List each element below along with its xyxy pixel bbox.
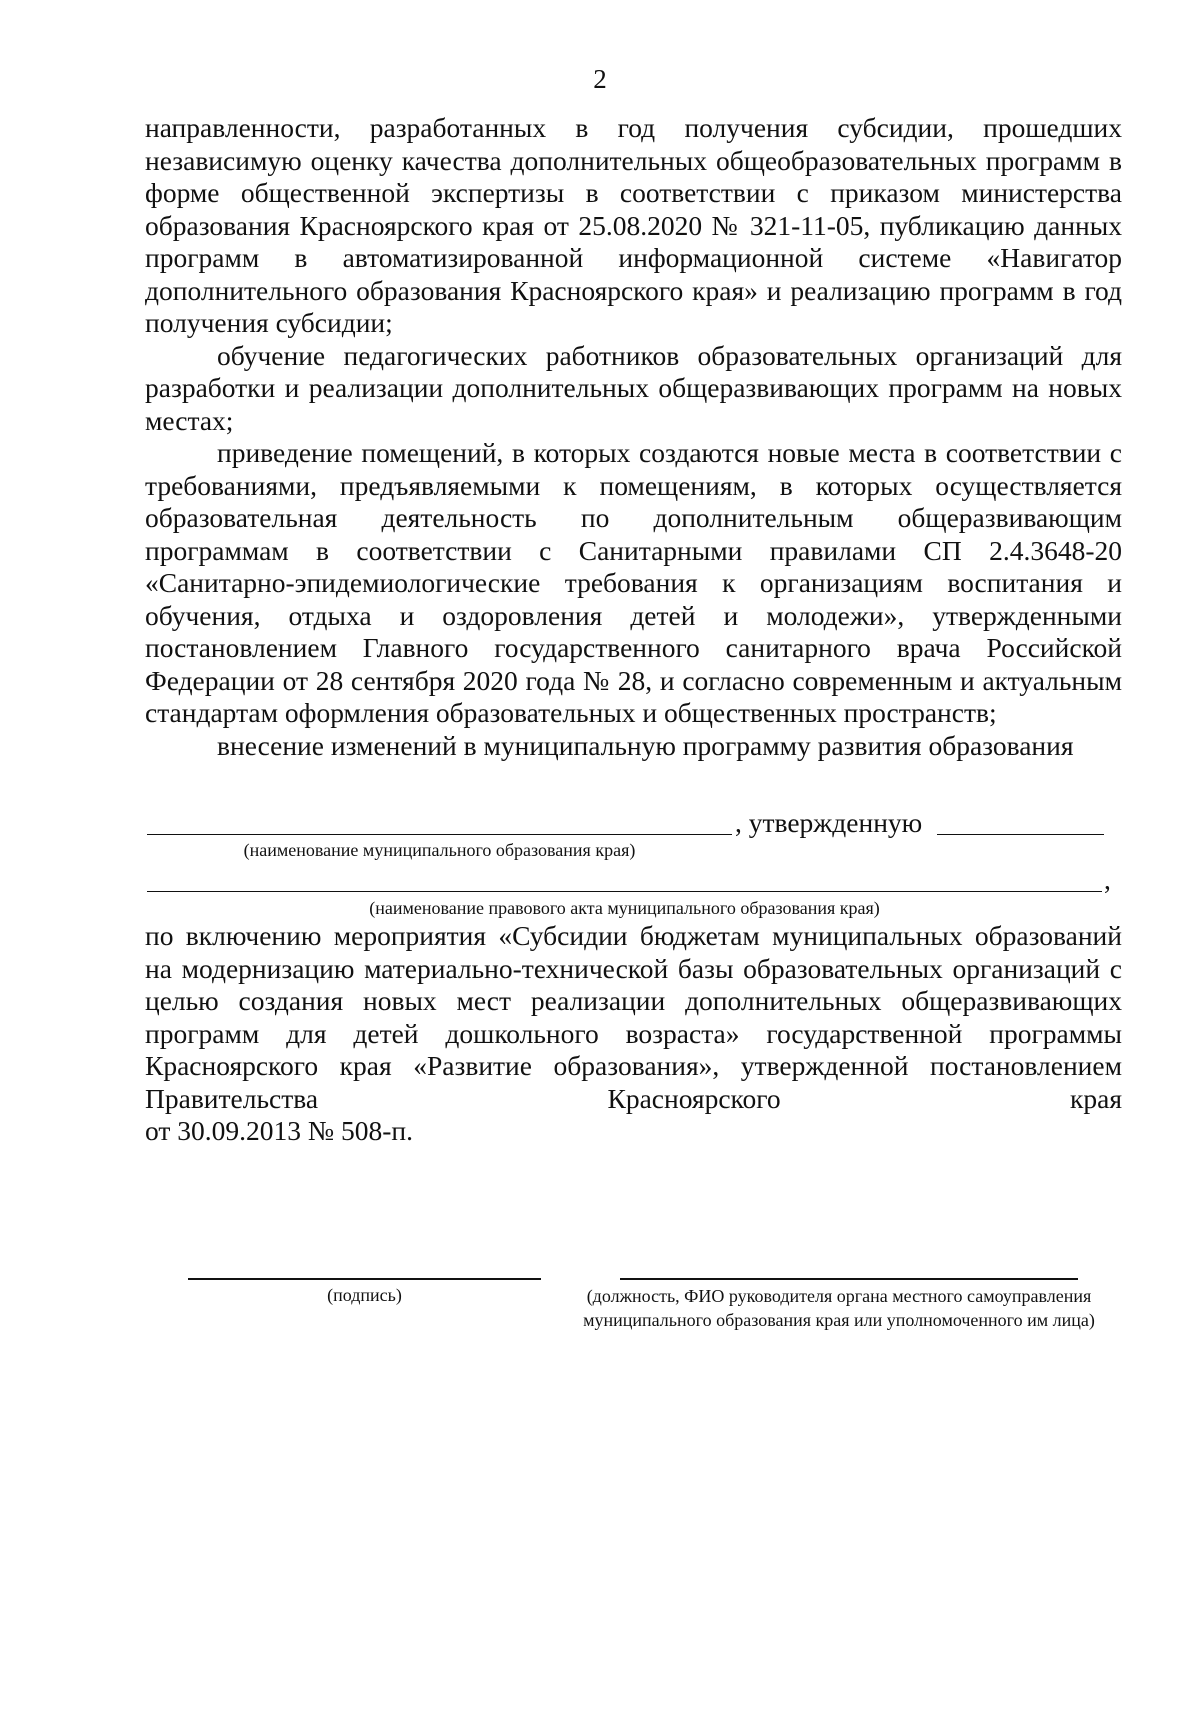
paragraph-premises: приведение помещений, в которых создаются новые места в соответствии с требованиями, предъявляемыми к помещениям, в которых осуществляется образовательная деятельность по дополнительным общеразвивающим программам в соответствии с Санитарными правилами СП 2.4.3648-20 «Санитарно-эпидемиологические требования к организациям воспитания и обучения, отдыха и оздоровления детей и молодежи», утвержденными постановлением Главного государственного санитарного врача Российской Федерации от 28 сентября 2020 года № 28, и согласно современным и актуальным стандартам оформления образовательных и общественных пространств; [145,437,1122,728]
signature-line [188,1278,541,1280]
paragraph-teacher-training: обучение педагогических работников образовательных организаций для разработки и реализации дополнительных общеразвивающих программ на новых местах; [145,339,1122,436]
signature-caption: (подпись) [327,1285,402,1305]
official-line [620,1278,1078,1280]
municipality-name-caption: (наименование муниципального образования края) [243,840,636,860]
legal-act-caption: (наименование правового акта муниципального образования края) [369,898,880,918]
paragraph-inclusion-end: от 30.09.2013 № 508-п. [145,1115,414,1146]
legal-act-comma: , [1104,864,1111,895]
paragraph-inclusion: по включению мероприятия «Субсидии бюджетам муниципальных образований на модернизацию материально-технической базы образовательных организаций с целью создания новых мест реализации дополнительных общеразвивающих программ для детей дошкольного возраста» государственной программы Красноярского края «Развитие образования», утвержденной постановлением Правительства Красноярского края [145,920,1122,1114]
municipality-name-blank [147,834,732,835]
page-number: 2 [593,64,607,94]
approved-by-blank [937,834,1104,835]
official-caption: (должность, ФИО руководителя органа местного самоуправления муниципального образования края или уполномоченного им лица) [583,1286,1095,1330]
final-paragraph-block [145,920,1122,1148]
approved-label: , утвержденную [735,807,923,838]
paragraph-continuation: направленности, разработанных в год получения субсидии, прошедших независимую оценку качества дополнительных общеобразовательных программ в форме общественной экспертизы в соответствии с приказом министерства образования Красноярского края от 25.08.2020 № 321-11-05, публикацию данных программ в автоматизированной информационной системе «Навигатор дополнительного образования Красноярского края» и реализацию программ в год получения субсидии; [145,112,1122,338]
paragraph-program-changes: внесение изменений в муниципальную программу развития образования [217,729,1074,761]
document-body [145,112,1122,762]
legal-act-blank [147,891,1102,892]
